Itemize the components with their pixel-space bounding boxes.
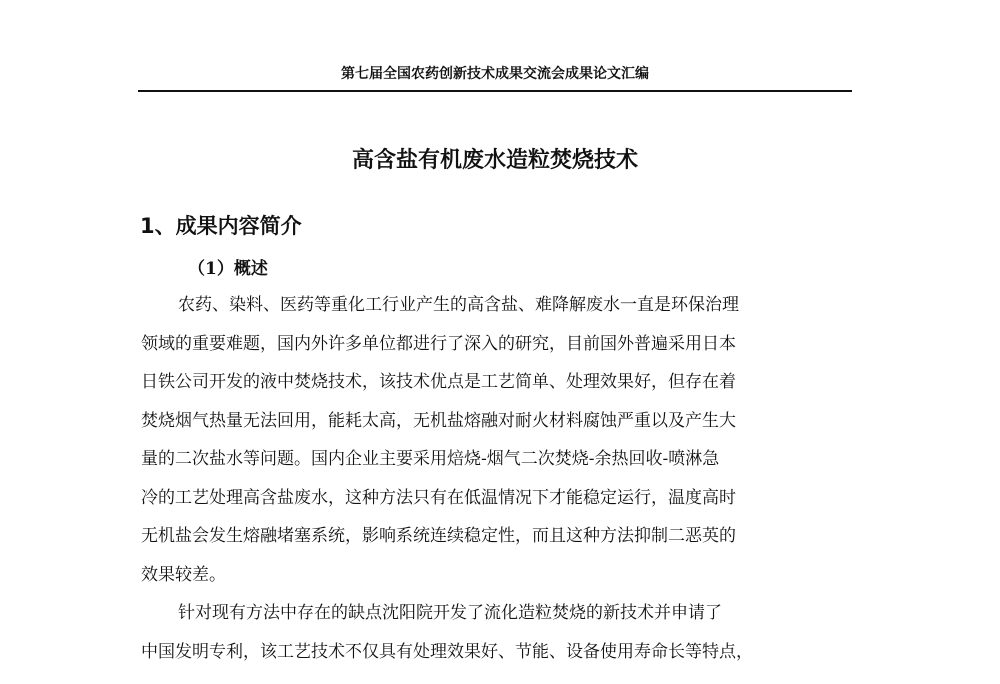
text-line: 中国发明专利，该工艺技术不仅具有处理效果好、节能、设备使用寿命长等特点， bbox=[141, 641, 753, 662]
text-line: 无机盐会发生熔融堵塞系统，影响系统连续稳定性，而且这种方法抑制二恶英的 bbox=[141, 526, 736, 546]
text-line: 日铁公司开发的液中焚烧技术，该技术优点是工艺简单、处理效果好，但存在着 bbox=[141, 372, 736, 392]
text-line: 焚烧烟气热量无法回用，能耗太高，无机盐熔融对耐火材料腐蚀严重以及产生大 bbox=[141, 410, 736, 431]
text-line: 针对现有方法中存在的缺点沈阳院开发了流化造粒焚烧的新技术并申请了 bbox=[178, 603, 722, 623]
text-line: 量的二次盐水等问题。国内企业主要采用焙烧-烟气二次焚烧-余热回收-喷淋急 bbox=[141, 449, 720, 469]
text-line: 效果较差。 bbox=[141, 564, 226, 585]
paper-title: 高含盐有机废水造粒焚烧技术 bbox=[351, 148, 638, 173]
section-heading: 1、成果内容简介 bbox=[140, 214, 302, 238]
text-line: 领域的重要难题，国内外许多单位都进行了深入的研究，目前国外普遍采用日本 bbox=[141, 333, 736, 354]
subsection-heading: （1）概述 bbox=[188, 259, 268, 279]
text-line: 农药、染料、医药等重化工行业产生的高含盐、难降解废水一直是环保治理 bbox=[178, 295, 739, 315]
running-header: 第七届全国农药创新技术成果交流会成果论文汇编 bbox=[341, 66, 649, 82]
body-text bbox=[141, 286, 853, 671]
header-rule bbox=[138, 90, 852, 92]
text-line: 冷的工艺处理高含盐废水，这种方法只有在低温情况下才能稳定运行，温度高时 bbox=[141, 487, 736, 508]
